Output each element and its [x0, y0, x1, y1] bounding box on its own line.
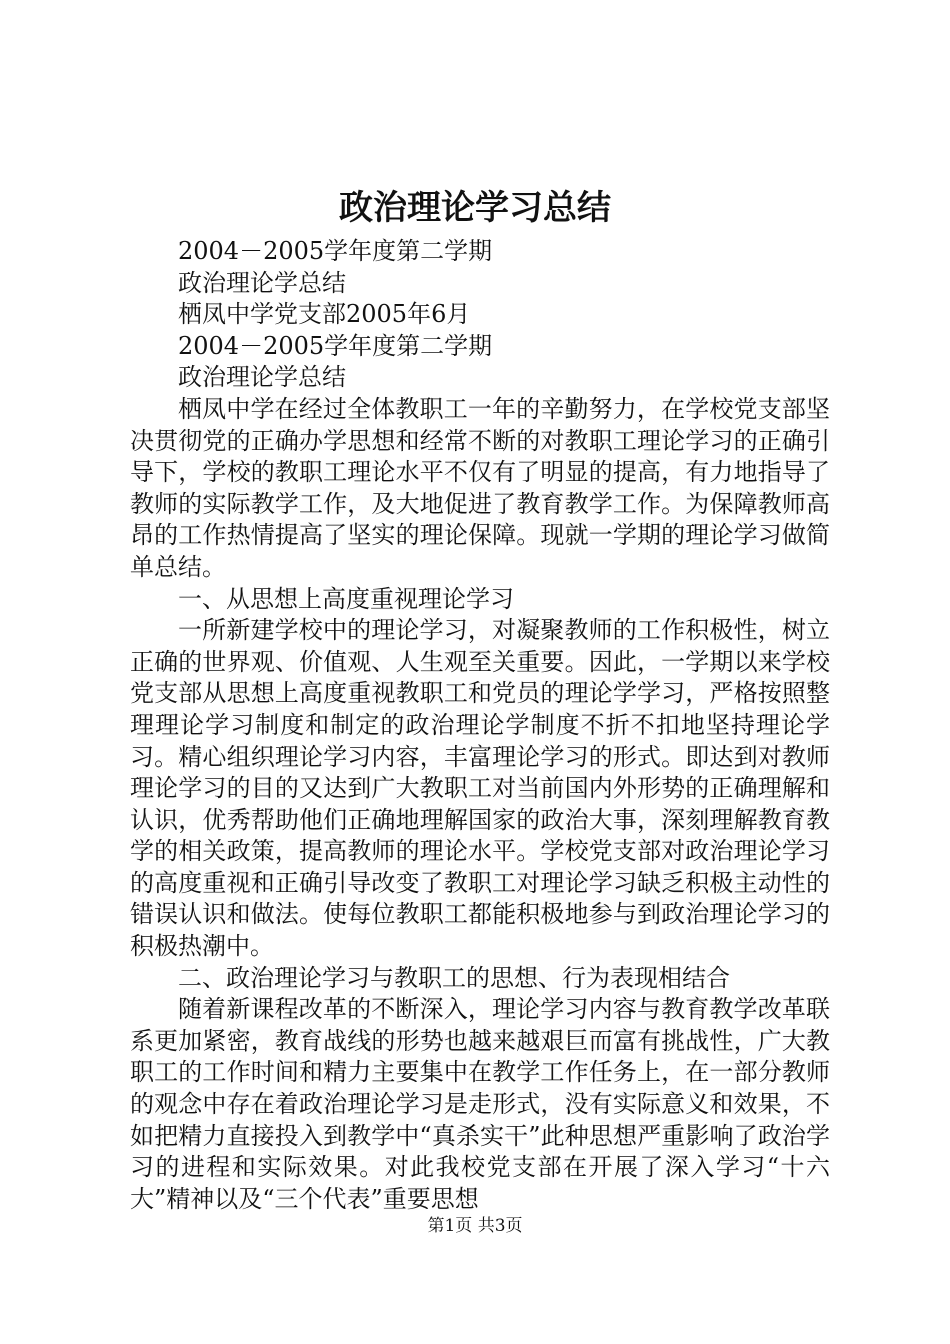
paragraph-intro: 栖凤中学在经过全体教职工一年的辛勤努力，在学校党支部坚决贯彻党的正确办学思想和经常不断的对教职工理论学习的正确引导下，学校的教职工理论水平不仅有了明显的提高，有力地指导了教师的实际教学工作，及大地促进了教育教学工作。为保障教师高昂的工作热情提高了坚实的理论保障。现就一学期的理论学习做简单总结。 [130, 394, 830, 581]
section-heading-1: 一、从思想上高度重视理论学习 [178, 584, 514, 613]
header-line-1: 2004－2005学年度第二学期 [178, 237, 493, 265]
paragraph-section-2: 随着新课程改革的不断深入，理论学习内容与教育教学改革联系更加紧密，教育战线的形势也越来越艰巨而富有挑战性，广大教职工的工作时间和精力主要集中在教学工作任务上，在一部分教师的观念中存在着政治理论学习是走形式，没有实际意义和效果，不如把精力直接投入到教学中“真杀实干”此种思想严重影响了政治学习的进程和实际效果。对此我校党支部在开展了深入学习“十六大”精神以及“三个代表”重要思想 [130, 995, 830, 1213]
section-heading-2: 二、政治理论学习与教职工的思想、行为表现相结合 [178, 963, 730, 992]
document-body [130, 236, 830, 1215]
paragraph-section-1: 一所新建学校中的理论学习，对凝聚教师的工作积极性，树立正确的世界观、价值观、人生观至关重要。因此，一学期以来学校党支部从思想上高度重视教职工和党员的理论学学习，严格按照整理理论学习制度和制定的政治理论学制度不折不扣地坚持理论学习。精心组织理论学习内容，丰富理论学习的形式。即达到对教师理论学习的目的又达到广大教职工对当前国内外形势的正确理解和认识，优秀帮助他们正确地理解国家的政治大事，深刻理解教育教学的相关政策，提高教师的理论水平。学校党支部对政治理论学习的高度重视和正确引导改变了教职工对理论学习缺乏积极主动性的错误认识和做法。使每位教职工都能积极地参与到政治理论学习的积极热潮中。 [130, 616, 830, 961]
page-number-footer: 第1页 共3页 [427, 1216, 523, 1236]
header-line-5: 政治理论学总结 [178, 363, 346, 392]
header-line-4: 2004－2005学年度第二学期 [178, 331, 493, 360]
header-line-3: 栖凤中学党支部2005年6月 [178, 300, 471, 329]
document-title: 政治理论学习总结 [339, 188, 611, 228]
header-line-2: 政治理论学总结 [178, 268, 346, 297]
